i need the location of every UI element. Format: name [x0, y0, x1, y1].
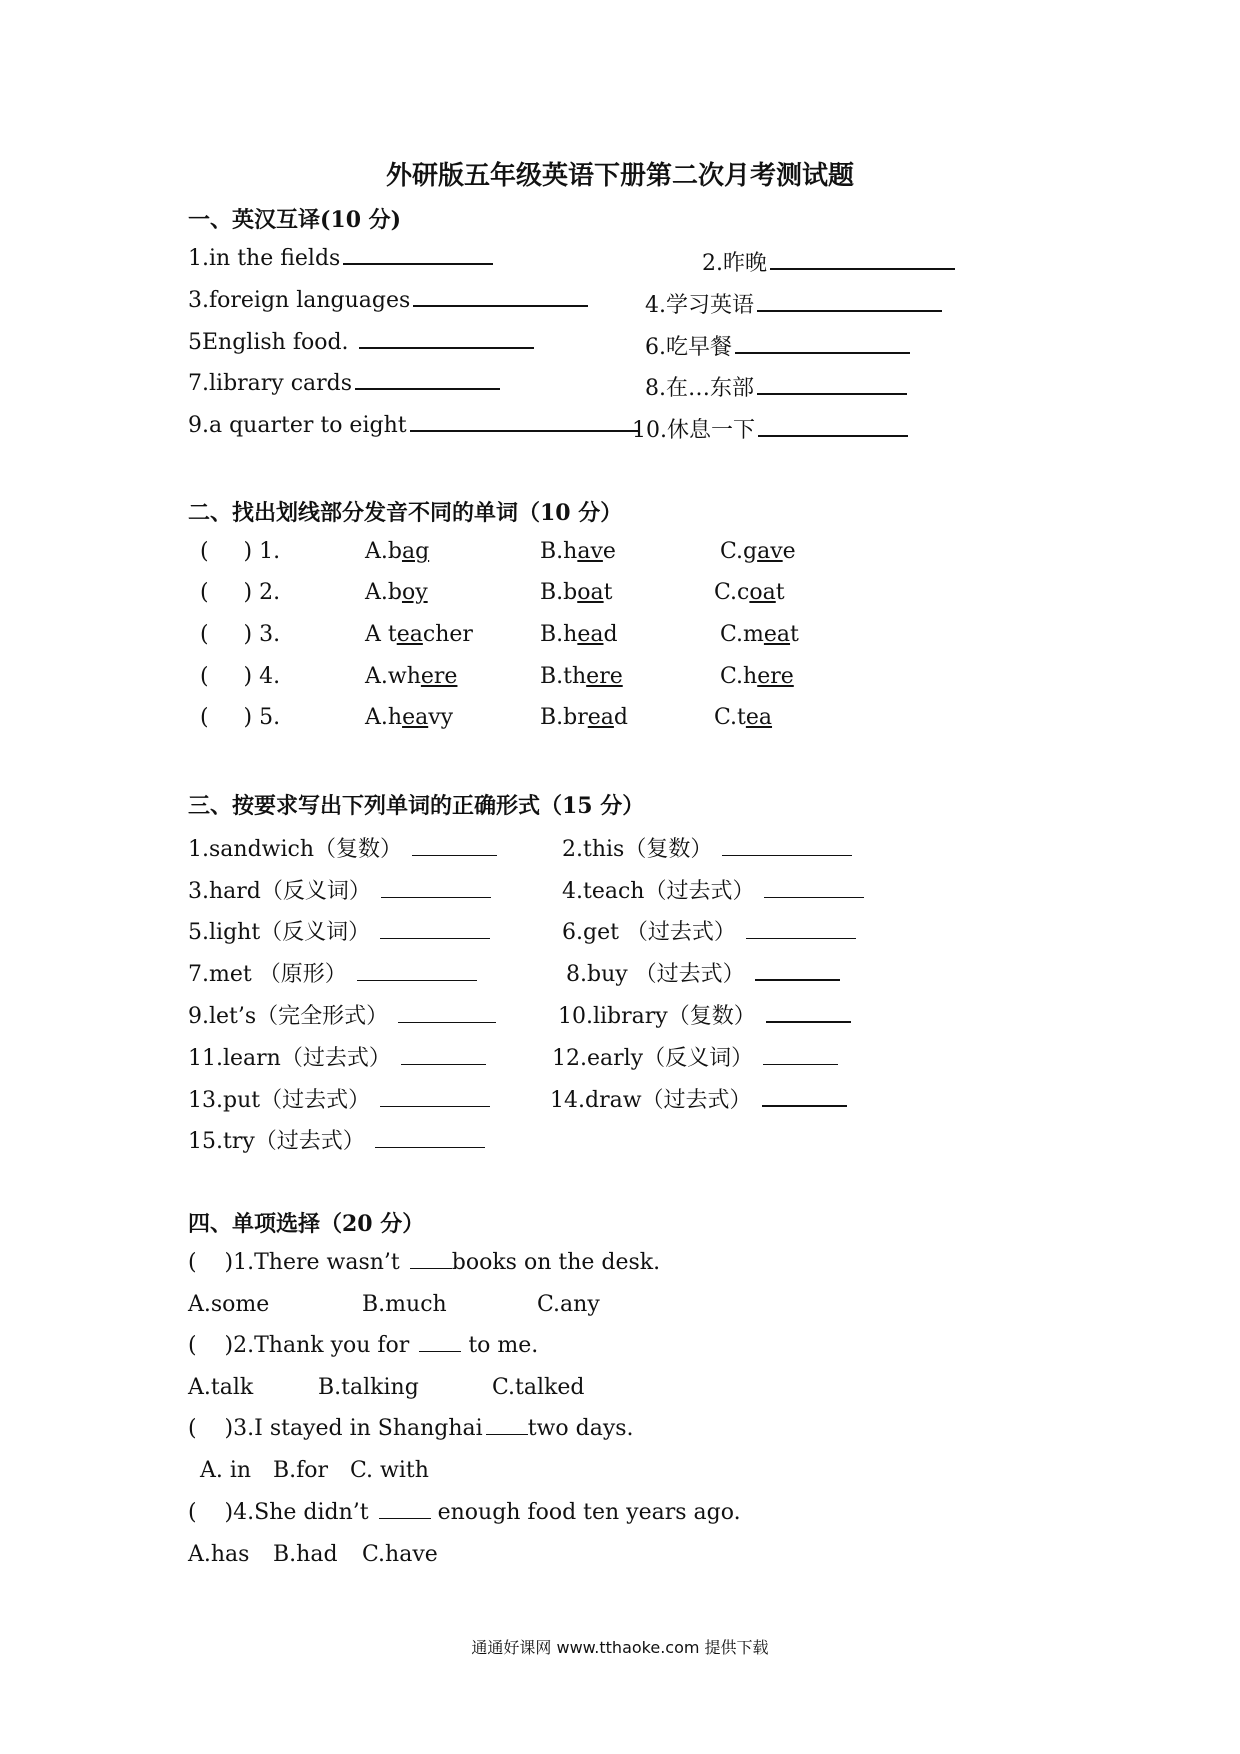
- option-a[interactable]: A.heavy: [365, 705, 454, 730]
- option-a[interactable]: A.boy: [365, 580, 428, 605]
- option-b[interactable]: B.much: [362, 1292, 447, 1317]
- option-a[interactable]: A.has: [188, 1542, 250, 1567]
- word-form-item: 13.put（过去式）: [188, 1083, 490, 1114]
- word-form-item: 6.get （过去式）: [562, 915, 856, 946]
- option-b[interactable]: B.bread: [540, 705, 628, 730]
- word-form-item: 1.sandwich（复数）: [188, 832, 497, 863]
- option-a[interactable]: A. in: [200, 1458, 252, 1483]
- answer-blank[interactable]: [755, 978, 840, 981]
- answer-blank[interactable]: [412, 854, 497, 856]
- section3-heading: 三、按要求写出下列单词的正确形式（15 分）: [188, 793, 645, 819]
- translate-item: 3.foreign languages: [188, 288, 588, 313]
- answer-blank[interactable]: [766, 1020, 851, 1023]
- option-a[interactable]: A.bag: [365, 539, 430, 564]
- option-c[interactable]: C.any: [537, 1292, 600, 1317]
- section4-heading: 四、单项选择（20 分）: [188, 1211, 425, 1237]
- option-a[interactable]: A.some: [188, 1292, 270, 1317]
- option-b[interactable]: B.there: [540, 664, 623, 689]
- answer-blank[interactable]: [379, 1517, 431, 1519]
- option-b[interactable]: B.had: [273, 1542, 338, 1567]
- option-b[interactable]: B.have: [540, 539, 616, 564]
- bracket-number[interactable]: ( ) 3.: [200, 622, 281, 647]
- option-c[interactable]: C.gave: [720, 539, 796, 564]
- option-c[interactable]: C.have: [362, 1542, 438, 1567]
- option-b[interactable]: B.boat: [540, 580, 613, 605]
- word-form-item: 2.this（复数）: [562, 832, 852, 863]
- word-form-item: 3.hard（反义词）: [188, 874, 491, 905]
- section1-heading: 一、英汉互译(10 分): [188, 207, 402, 233]
- option-c[interactable]: C.tea: [714, 705, 773, 730]
- translate-item: 6.吃早餐: [645, 330, 910, 361]
- answer-blank[interactable]: [413, 304, 588, 307]
- option-c[interactable]: C.coat: [714, 580, 785, 605]
- answer-blank[interactable]: [757, 392, 907, 395]
- answer-blank[interactable]: [375, 1146, 485, 1148]
- translate-item: 2.昨晚: [702, 246, 955, 277]
- page-title: 外研版五年级英语下册第二次月考测试题: [385, 161, 854, 191]
- answer-blank[interactable]: [758, 434, 908, 437]
- word-form-item: 14.draw（过去式）: [550, 1083, 847, 1114]
- translate-item: 9.a quarter to eight: [188, 413, 638, 438]
- word-form-item: 9.let’s（完全形式）: [188, 999, 496, 1030]
- word-form-item: 10.library（复数）: [558, 999, 851, 1030]
- answer-blank[interactable]: [419, 1350, 461, 1352]
- answer-blank[interactable]: [735, 351, 910, 354]
- translate-item: 10.休息一下: [632, 413, 908, 444]
- answer-blank[interactable]: [762, 1104, 847, 1107]
- question-stem: ( )3.I stayed in Shanghai two days.: [188, 1416, 634, 1441]
- answer-blank[interactable]: [763, 1063, 838, 1065]
- word-form-item: 5.light（反义词）: [188, 915, 490, 946]
- bracket-number[interactable]: ( ) 1.: [200, 539, 281, 564]
- answer-blank[interactable]: [410, 1267, 452, 1269]
- translate-item: 8.在…东部: [645, 371, 907, 402]
- word-form-item: 12.early（反义词）: [552, 1041, 838, 1072]
- answer-blank[interactable]: [757, 309, 942, 312]
- answer-blank[interactable]: [381, 896, 491, 898]
- word-form-item: 4.teach（过去式）: [562, 874, 864, 905]
- answer-blank[interactable]: [401, 1063, 486, 1065]
- answer-blank[interactable]: [764, 896, 864, 898]
- bracket-number[interactable]: ( ) 4.: [200, 664, 281, 689]
- question-stem: ( )2.Thank you for to me.: [188, 1333, 539, 1358]
- answer-blank[interactable]: [343, 262, 493, 265]
- answer-blank[interactable]: [770, 267, 955, 270]
- answer-blank[interactable]: [486, 1433, 528, 1435]
- footer-credit: 通通好课网 www.tthaoke.com 提供下载: [471, 1638, 769, 1657]
- option-b[interactable]: B.talking: [318, 1375, 419, 1400]
- section2-heading: 二、找出划线部分发音不同的单词（10 分）: [188, 500, 623, 526]
- option-c[interactable]: C.here: [720, 664, 794, 689]
- word-form-item: 15.try（过去式）: [188, 1124, 485, 1155]
- answer-blank[interactable]: [398, 1021, 496, 1023]
- word-form-item: 7.met （原形）: [188, 957, 477, 988]
- answer-blank[interactable]: [380, 937, 490, 939]
- option-a[interactable]: A.where: [365, 664, 458, 689]
- translate-item: 1.in the fields: [188, 246, 493, 271]
- answer-blank[interactable]: [359, 346, 534, 349]
- translate-item: 4.学习英语: [645, 288, 942, 319]
- option-c[interactable]: C. with: [350, 1458, 429, 1483]
- answer-blank[interactable]: [722, 854, 852, 856]
- answer-blank[interactable]: [357, 979, 477, 981]
- answer-blank[interactable]: [410, 429, 638, 432]
- option-c[interactable]: C.meat: [720, 622, 799, 647]
- option-a[interactable]: A teacher: [365, 622, 473, 647]
- answer-blank[interactable]: [380, 1105, 490, 1107]
- bracket-number[interactable]: ( ) 5.: [200, 705, 281, 730]
- answer-blank[interactable]: [746, 937, 856, 939]
- word-form-item: 11.learn（过去式）: [188, 1041, 486, 1072]
- option-a[interactable]: A.talk: [188, 1375, 254, 1400]
- option-b[interactable]: B.for: [273, 1458, 329, 1483]
- translate-item: 5English food.: [188, 330, 534, 355]
- word-form-item: 8.buy （过去式）: [566, 957, 840, 988]
- option-c[interactable]: C.talked: [492, 1375, 585, 1400]
- bracket-number[interactable]: ( ) 2.: [200, 580, 281, 605]
- question-stem: ( )1.There wasn’t books on the desk.: [188, 1250, 661, 1275]
- option-b[interactable]: B.head: [540, 622, 618, 647]
- answer-blank[interactable]: [355, 387, 500, 390]
- translate-item: 7.library cards: [188, 371, 500, 396]
- question-stem: ( )4.She didn’t enough food ten years ago.: [188, 1500, 741, 1525]
